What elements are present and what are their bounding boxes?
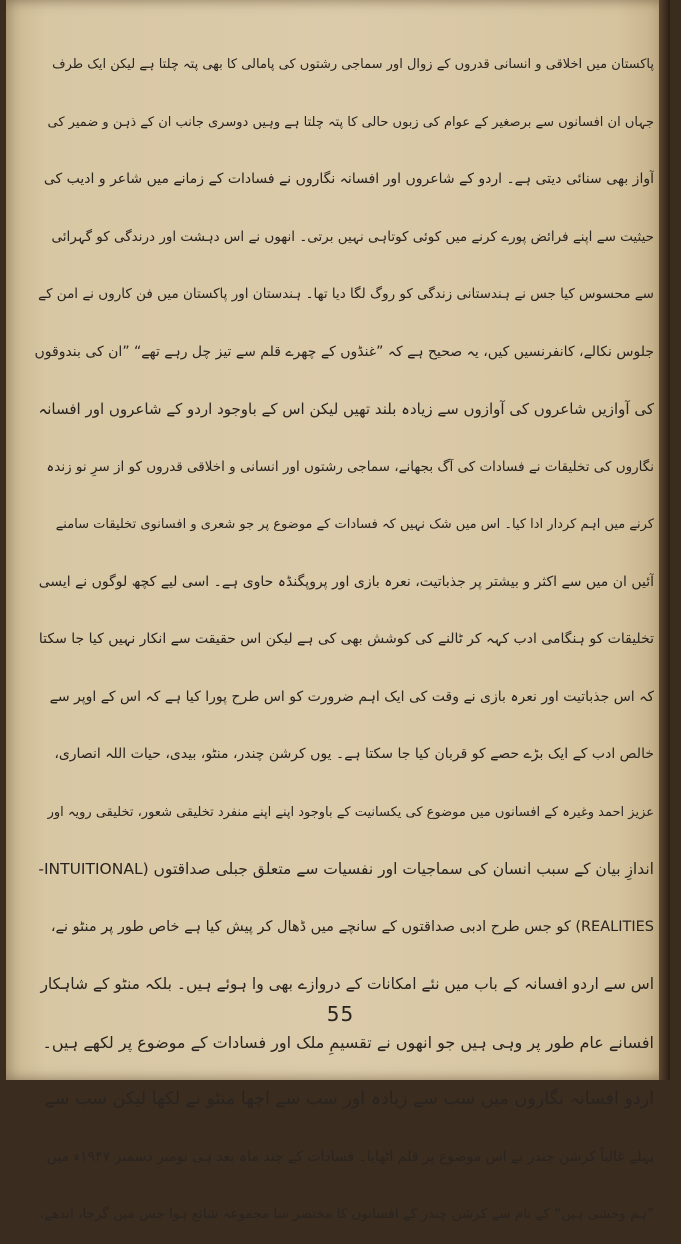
text-line: آواز بھی سنائی دیتی ہے۔ اردو کے شاعروں اور افسانہ نگاروں نے فسادات کے زمانے میں شاعر و ادیب کی — [43, 171, 654, 187]
text-line: پہلے غالباً کرشن چندر نے اس موضوع پر قلم اٹھایا۔ فسادات کے چند ماہ بعد ہی نومبر دسمبر ۱۹۴۷ء میں — [46, 1148, 654, 1165]
text-line: کہ اس جذباتیت اور نعرہ بازی نے وقت کی ایک اہم ضرورت کو اس طرح پورا کیا ہے کہ اس کے اوپر سے — [49, 688, 654, 705]
text-line: کی آوازیں شاعروں کی آوازوں سے زیادہ بلند تھیں لیکن اس کے باوجود اردو کے شاعروں اور افسانہ — [38, 400, 654, 418]
text-line: نگاروں کی تخلیقات نے فسادات کی آگ بجھانے، سماجی رشتوں اور انسانی و اخلاقی قدروں کو از سرِ نو زندہ — [46, 458, 654, 475]
text-line: آئیں ان میں سے اکثر و بیشتر پر جذباتیت، نعرہ بازی اور پروپگنڈہ حاوی ہے۔ اسی لیے کچھ لوگوں نے ایسی — [38, 573, 654, 590]
urdu-text-body — [34, 36, 654, 1244]
text-line: پاکستان میں اخلاقی و انسانی قدروں کے زوال اور سماجی رشتوں کی پامالی کا بھی پتہ چلتا ہے لیکن ایک طرف — [52, 57, 654, 72]
text-line: اس سے اردو افسانہ کے باب میں نئے امکانات کے دروازے بھی وا ہوئے ہیں۔ بلکہ منٹو کے شاہکار — [40, 975, 654, 993]
text-line: خالص ادب کے ایک بڑے حصے کو قربان کیا جا سکتا ہے۔ یوں کرشن چندر، منٹو، بیدی، حیات اللہ انصاری، — [54, 746, 654, 762]
text-line: عزیز احمد وغیرہ کے افسانوں میں موضوع کی یکسانیت کے باوجود اپنے اپنے منفرد تخلیقی شعور، تخلیقی رویہ اور — [47, 804, 654, 820]
book-page — [6, 0, 670, 1222]
text-line: REALITIES) کو جس طرح ادبی صداقتوں کے سانچے میں ڈھال کر پیش کیا ہے خاص طور پر منٹو نے، — [50, 918, 654, 935]
text-line: اردو افسانہ نگاروں میں سب سے زیادہ اور سب سے اچھا منٹو نے لکھا لیکن سب سے — [44, 1089, 654, 1109]
page-number: 55 — [326, 1002, 355, 1026]
text-line: اندازِ بیان کے سبب انسان کی سماجیات اور نفسیات سے متعلق جبلی صداقتوں (INTUITIONAL- — [38, 860, 654, 878]
text-line: جلوس نکالے، کانفرنسیں کیں، یہ صحیح ہے کہ ”غنڈوں کے چھرے قلم سے تیز چل رہے تھے“ ”ان کی بندوقوں — [34, 343, 654, 360]
text-line: جہاں ان افسانوں سے برصغیر کے عوام کی زبوں حالی کا پتہ چلتا ہے وہیں دوسری جانب ان کے ذہن و ضمیر کی — [47, 114, 654, 130]
text-line: سے محسوس کیا جس نے ہندستانی زندگی کو روگ لگا دیا تھا۔ ہندستان اور پاکستان میں فن کاروں نے امن کے — [38, 286, 654, 302]
text-line: حیثیت سے اپنے فرائض پورے کرنے میں کوئی کوتاہی نہیں برتی۔ انھوں نے اس دہشت اور درندگی کو گہرائی — [51, 228, 654, 245]
text-line: کرنے میں اہم کردار ادا کیا۔ اس میں شک نہیں کہ فسادات کے موضوع پر جو شعری و افسانوی تخلیقات سامنے — [55, 517, 654, 532]
paragraph-end-line: افسانے عام طور پر وہی ہیں جو انھوں نے تقسیمِ ملک اور فسادات کے موضوع پر لکھے ہیں۔ — [42, 1032, 654, 1052]
book-spine-edge — [659, 0, 670, 1080]
text-line: ”ہم وحشی ہیں“ کے نام سے کرشن چندر کے افسانوں کا مختصر سا مجموعہ شائع ہوا جس میں گرجا، اندھے، — [39, 1206, 654, 1222]
text-line: تخلیقات کو ہنگامی ادب کہہ کر ٹالنے کی کوشش بھی کی ہے لیکن اس حقیقت سے انکار نہیں کیا جا سکتا — [38, 631, 654, 647]
